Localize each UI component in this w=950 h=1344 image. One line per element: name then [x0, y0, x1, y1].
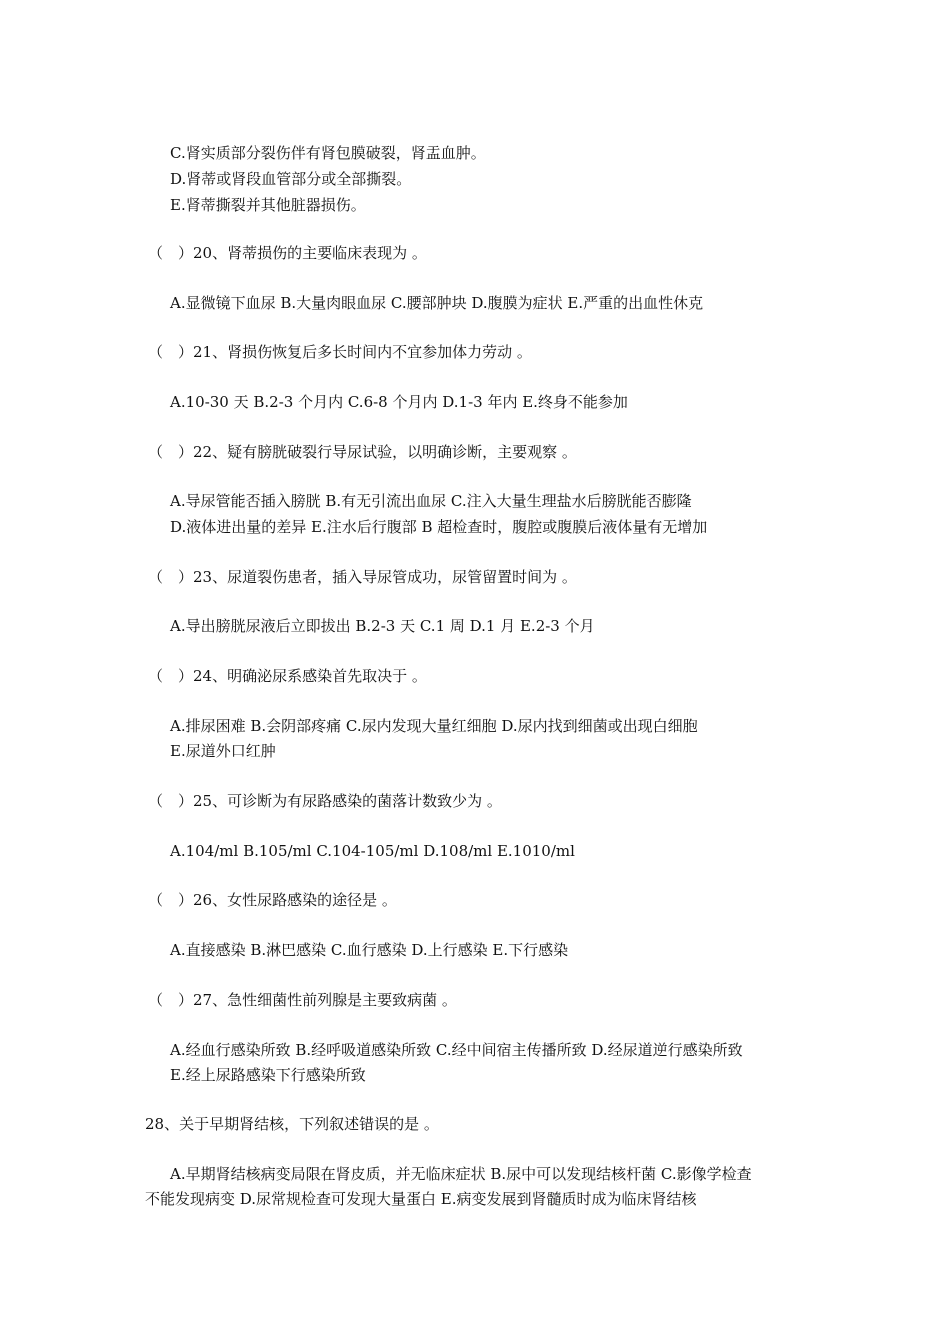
- options-24: A.排尿困难 B.会阴部疼痛 C.尿内发现大量红细胞 D.尿内找到细菌或出现白细胞: [170, 717, 698, 735]
- question-26: （ ）26、女性尿路感染的途径是 。: [148, 891, 397, 909]
- options-28-cont: 不能发现病变 D.尿常规检查可发现大量蛋白 E.病变发展到肾髓质时成为临床肾结核: [145, 1190, 697, 1208]
- question-21: （ ）21、肾损伤恢复后多长时间内不宜参加体力劳动 。: [148, 343, 532, 361]
- question-22: （ ）22、疑有膀胱破裂行导尿试验，以明确诊断，主要观察 。: [148, 443, 577, 461]
- options-25: A.104/ml B.105/ml C.104-105/ml D.108/ml E.1010/ml: [170, 842, 575, 860]
- question-25: （ ）25、可诊断为有尿路感染的菌落计数致少为 。: [148, 792, 502, 810]
- options-22: A.导尿管能否插入膀胱 B.有无引流出血尿 C.注入大量生理盐水后膀胱能否膨隆: [170, 492, 692, 510]
- options-20: A.显微镜下血尿 B.大量肉眼血尿 C.腰部肿块 D.腹膜为症状 E.严重的出血性休克: [170, 294, 704, 312]
- options-27-cont: E.经上尿路感染下行感染所致: [170, 1066, 366, 1084]
- question-28: 28、关于早期肾结核，下列叙述错误的是 。: [145, 1115, 439, 1133]
- question-20: （ ）20、肾蒂损伤的主要临床表现为 。: [148, 244, 427, 262]
- question-24: （ ）24、明确泌尿系感染首先取决于 。: [148, 667, 427, 685]
- options-24-cont: E.尿道外口红肿: [170, 742, 276, 760]
- question-27: （ ）27、急性细菌性前列腺是主要致病菌 。: [148, 991, 457, 1009]
- option-line: D.肾蒂或肾段血管部分或全部撕裂。: [170, 170, 412, 188]
- options-27: A.经血行感染所致 B.经呼吸道感染所致 C.经中间宿主传播所致 D.经尿道逆行感染所致: [170, 1041, 743, 1059]
- options-21: A.10-30 天 B.2-3 个月内 C.6-8 个月内 D.1-3 年内 E.终身不能参加: [170, 393, 628, 411]
- options-22-cont: D.液体进出量的差异 E.注水后行腹部 B 超检查时，腹腔或腹膜后液体量有无增加: [170, 518, 708, 536]
- options-26: A.直接感染 B.淋巴感染 C.血行感染 D.上行感染 E.下行感染: [170, 941, 569, 959]
- question-23: （ ）23、尿道裂伤患者，插入导尿管成功，尿管留置时间为 。: [148, 568, 577, 586]
- option-line: E.肾蒂撕裂并其他脏器损伤。: [170, 196, 366, 214]
- options-23: A.导出膀胱尿液后立即拔出 B.2-3 天 C.1 周 D.1 月 E.2-3 个月: [170, 617, 595, 635]
- option-line: C.肾实质部分裂伤伴有肾包膜破裂，肾盂血肿。: [170, 144, 486, 162]
- options-28: A.早期肾结核病变局限在肾皮质，并无临床症状 B.尿中可以发现结核杆菌 C.影像学检查: [170, 1165, 752, 1183]
